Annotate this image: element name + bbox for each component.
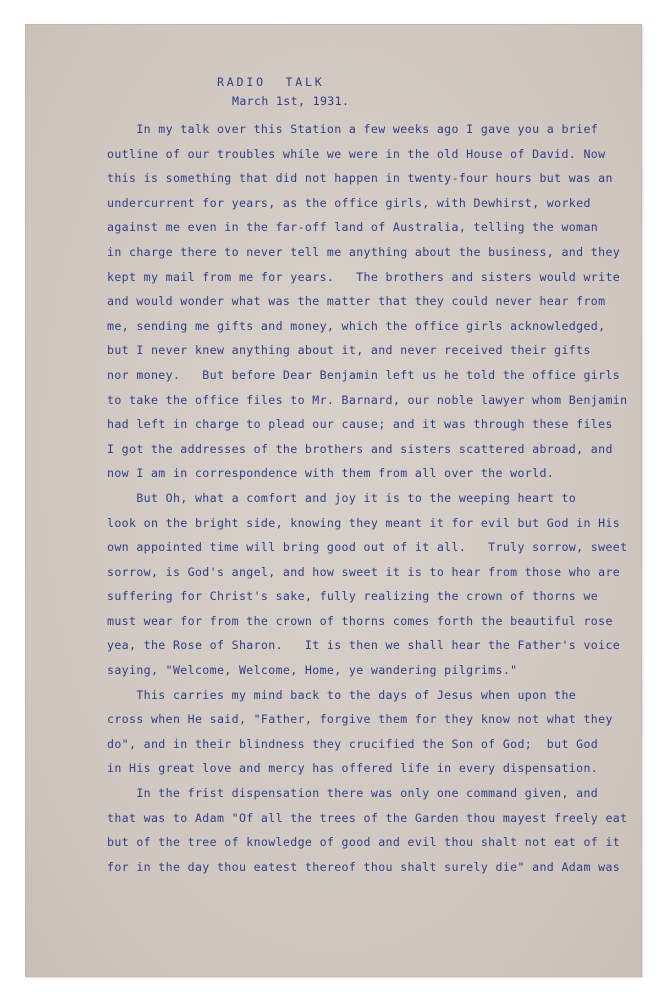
- text-line: look on the bright side, knowing they meant it for evil but God in His: [107, 515, 621, 530]
- text-line: me, sending me gifts and money, which the office girls acknowledged,: [107, 318, 606, 333]
- document-date: March 1st, 1931.: [232, 94, 350, 108]
- text-line: cross when He said, "Father, forgive them for they know not what they: [107, 712, 613, 727]
- typewritten-page: [25, 24, 642, 977]
- text-line: In the frist dispensation there was only one command given, and: [107, 786, 599, 801]
- text-line: against me even in the far-off land of Australia, telling the woman: [107, 220, 599, 235]
- text-line: suffering for Christ's sake, fully realizing the crown of thorns we: [107, 589, 599, 604]
- text-line: but of the tree of knowledge of good and evil thou shalt not eat of it: [107, 835, 621, 850]
- text-line: saying, "Welcome, Welcome, Home, ye wandering pilgrims.": [107, 663, 518, 678]
- text-line: to take the office files to Mr. Barnard, our noble lawyer whom Benjamin: [107, 392, 628, 407]
- text-line: I got the addresses of the brothers and sisters scattered abroad, and: [107, 441, 613, 456]
- document-title: RADIO TALK: [217, 75, 325, 89]
- text-line: In my talk over this Station a few weeks ago I gave you a brief: [107, 122, 599, 136]
- text-line: for in the day thou eatest thereof thou shalt surely die" and Adam was: [107, 859, 621, 874]
- text-line: nor money. But before Dear Benjamin left us he told the office girls: [107, 367, 621, 382]
- text-line: had left in charge to plead our cause; and it was through these files: [107, 417, 613, 432]
- text-line: But Oh, what a comfort and joy it is to the weeping heart to: [107, 490, 577, 505]
- text-line: must wear for from the crown of thorns comes forth the beautiful rose: [107, 613, 613, 628]
- body-text: [107, 117, 627, 879]
- text-line: outline of our troubles while we were in the old House of David. Now: [107, 146, 606, 161]
- text-line: kept my mail from me for years. The brothers and sisters would write: [107, 269, 621, 284]
- text-line: own appointed time will bring good out of it all. Truly sorrow, sweet: [107, 540, 628, 555]
- text-line: do", and in their blindness they crucified the Son of God; but God: [107, 736, 599, 751]
- text-line: This carries my mind back to the days of Jesus when upon the: [107, 687, 577, 702]
- text-line: undercurrent for years, as the office girls, with Dewhirst, worked: [107, 195, 591, 210]
- text-line: in charge there to never tell me anything about the business, and they: [107, 244, 621, 259]
- text-line: in His great love and mercy has offered life in every dispensation.: [107, 761, 599, 776]
- text-line: sorrow, is God's angel, and how sweet it is to hear from those who are: [107, 564, 621, 579]
- text-line: but I never knew anything about it, and never received their gifts: [107, 343, 591, 358]
- text-line: now I am in correspondence with them from all over the world.: [107, 466, 555, 481]
- text-line: and would wonder what was the matter that they could never hear from: [107, 294, 606, 309]
- text-line: this is something that did not happen in twenty-four hours but was an: [107, 171, 613, 186]
- text-line: that was to Adam "Of all the trees of the Garden thou mayest freely eat: [107, 810, 628, 825]
- text-line: yea, the Rose of Sharon. It is then we shall hear the Father's voice: [107, 638, 621, 653]
